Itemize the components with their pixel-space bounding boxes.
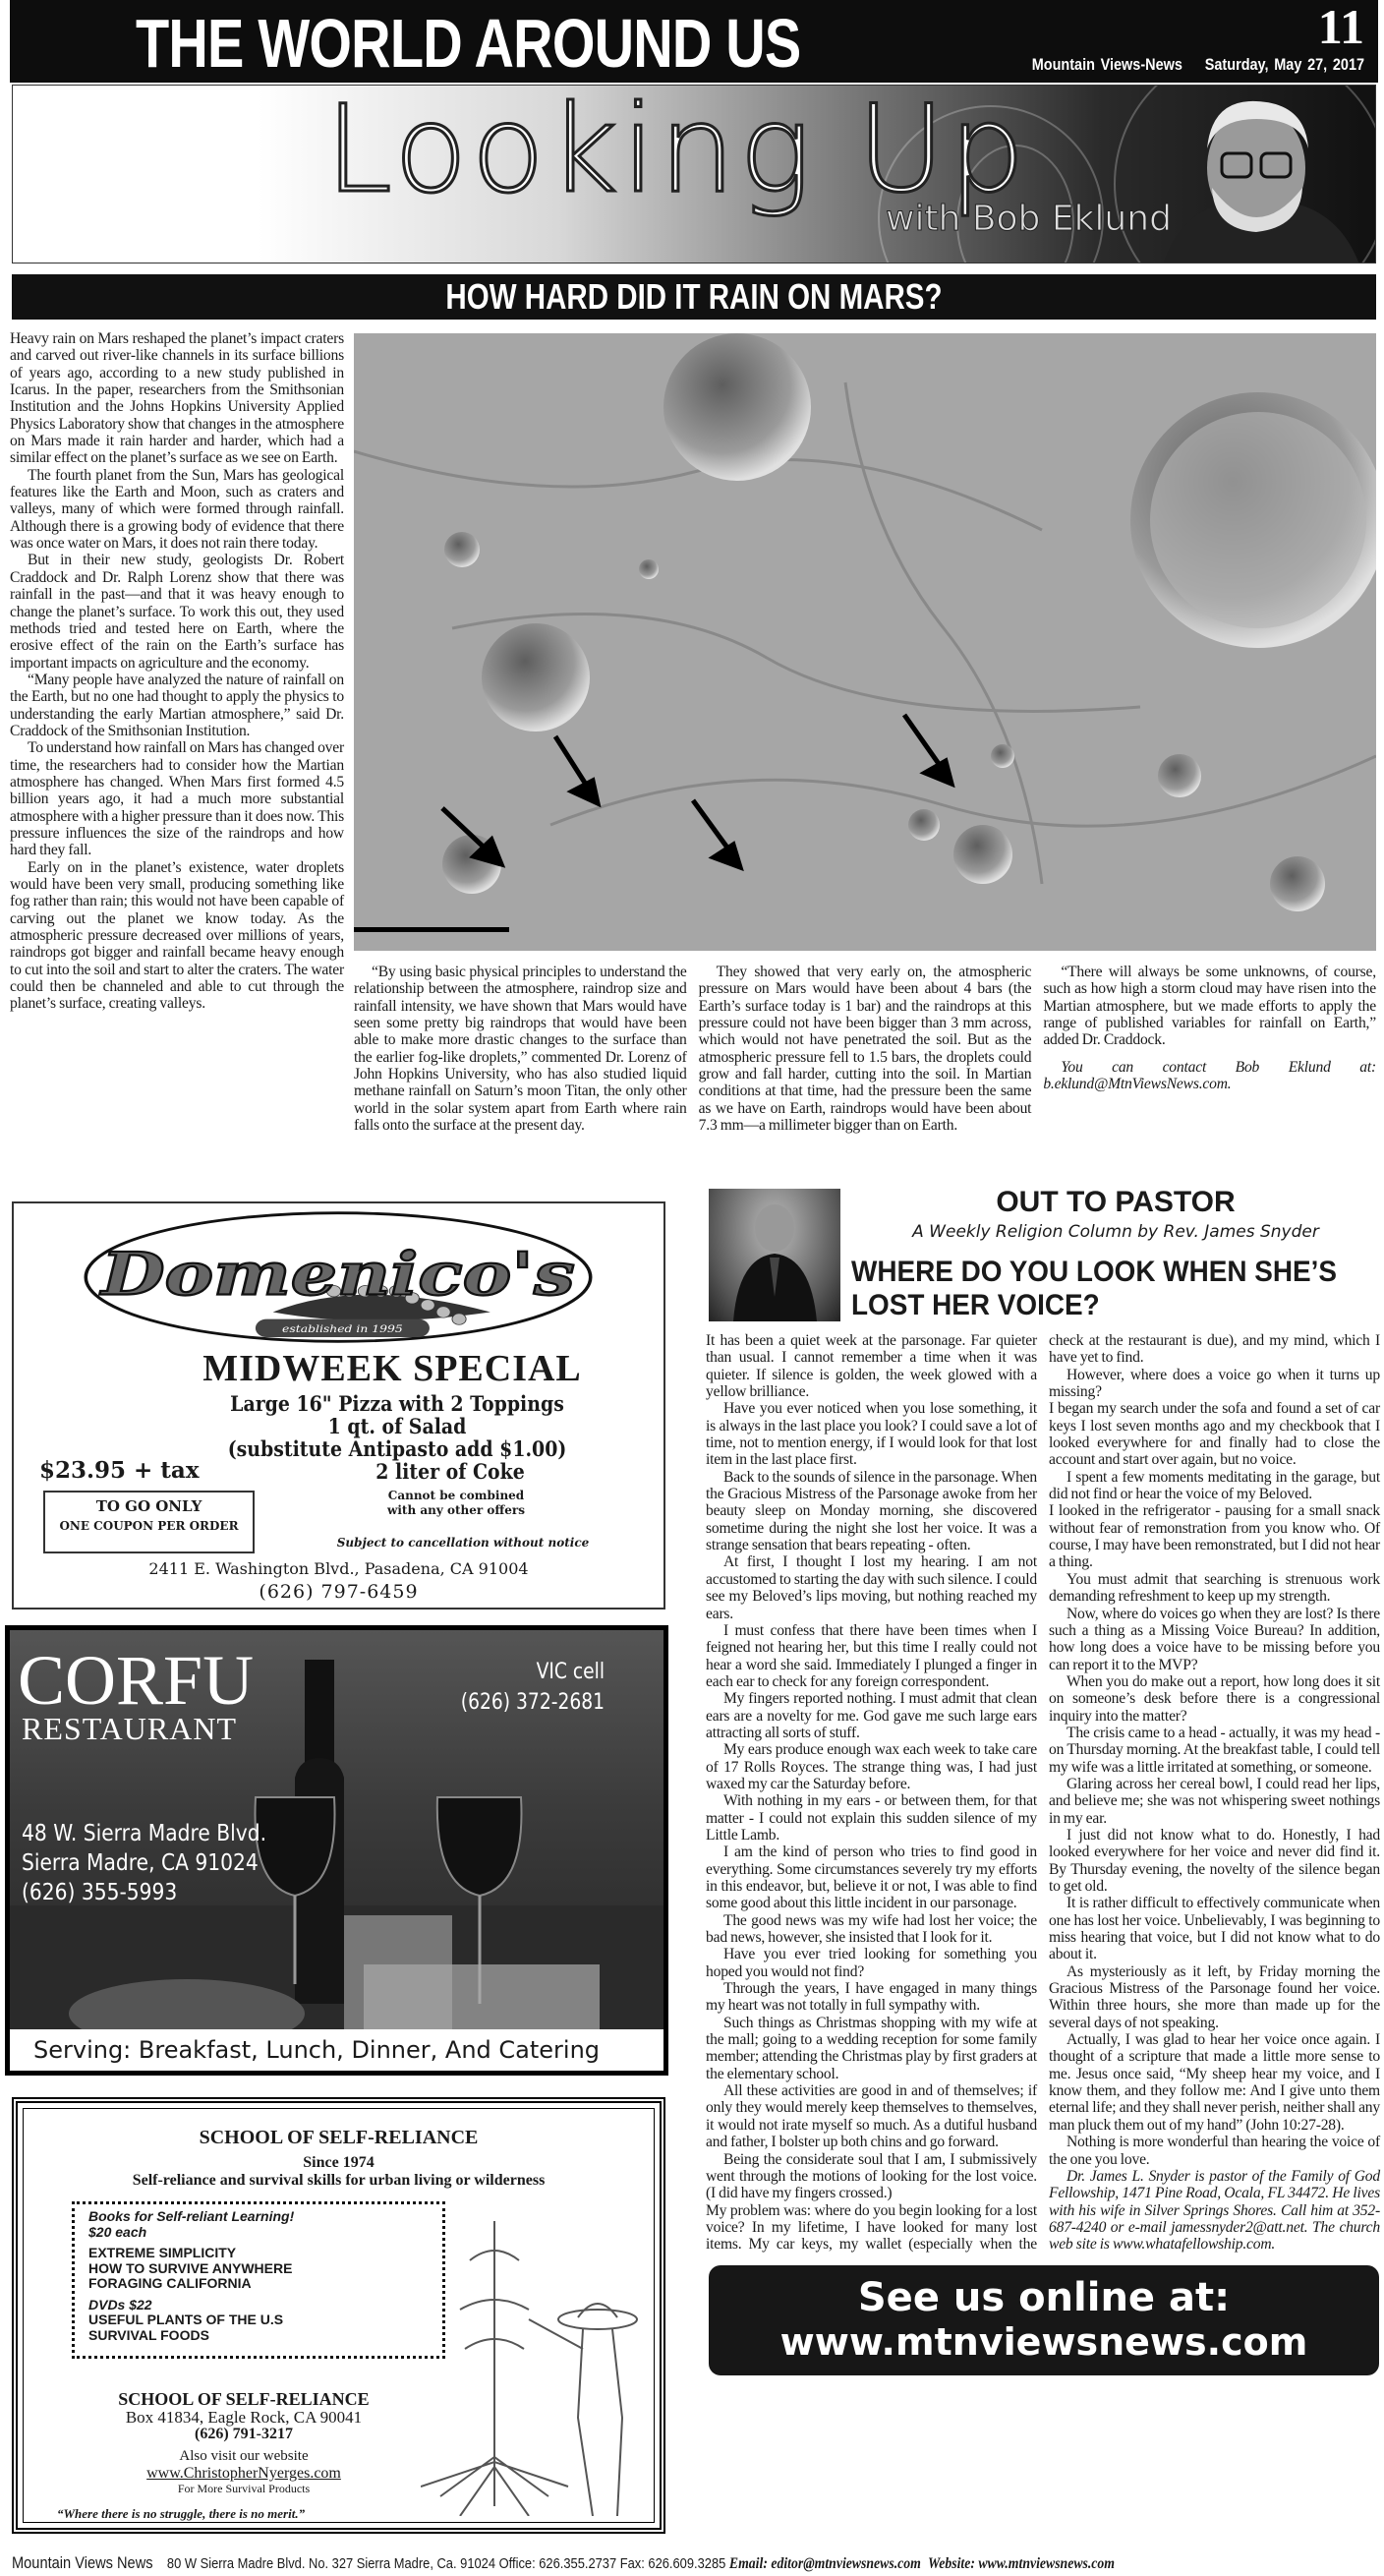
offer-line: Large 16" Pizza with 2 Toppings: [230, 1391, 564, 1416]
column-paragraph: Back to the sounds of silence in the parsonage. When the Gracious Mistress of the Parsonage awoke from her beauty sleep on Monday morning, she discovered sometime during the night she lost her voice. It was a strange sensation that bears repeating - often.: [706, 1468, 1037, 1554]
author-contact: You can contact Bob Eklund at: b.eklund@MtnViewsNews.com.: [1043, 1058, 1376, 1093]
mars-article-bottom-columns: [354, 964, 1376, 1134]
column-paragraph: I must confess that there have been times when I feigned not hearing her, but this time I really could not hear a word she said. Immediately I plunged a finger in each ear to check for any foreign correspondent.: [706, 1621, 1037, 1690]
article-paragraph: They showed that very early on, the atmospheric pressure on Mars would have been about 4 bars (the Earth’s surface today is 1 bar) and the raindrops at this pressure could not have been bigger than 3 mm across, which would not have penetrated the soil. But as the atmospheric pressure fell to 1.5 bars, the droplets could grow and fall harder, cutting into the soil. In Martian conditions at that time, had the pressure been the same as we have on Earth, raindrops would have been about 7.3 mm—a millimeter bigger than on Earth.: [698, 964, 1032, 1135]
section-title: THE WORLD AROUND US: [136, 5, 801, 82]
cell-phone: (626) 372-2681: [460, 1690, 605, 1715]
section-header: [10, 0, 1378, 83]
price: $23.95 + tax: [39, 1457, 200, 1484]
pastor-column-body: [706, 1332, 1380, 2254]
column-paragraph: Such things as Christmas shopping with my wife at the mall; going to a wedding reception for some family member; attending the Christmas play by first graders at the elementary school.: [706, 2014, 1037, 2082]
more-products: For More Survival Products: [177, 2482, 311, 2495]
column-paragraph: It has been a quiet week at the parsonage. Far quieter than usual. I cannot remember a time when it was quieter. If silence is golden, the week glowed with a yellow brilliance.: [706, 1332, 1037, 1401]
page-number: 11: [1317, 0, 1364, 54]
article-paragraph: “By using basic physical principles to understand the relationship between the atmosphere, raindrop size and rainfall intensity, we have shown that Mars would have seen some pretty big raindrops that would have been able to make more drastic changes to the surface than the earlier fog-like droplets,” commented Dr. Lorenz of John Hopkins University, who has also studied liquid methane rainfall on Saturn’s moon Titan, the only other world in the solar system apart from Earth where rain falls onto the surface at the present day.: [354, 964, 687, 1135]
column-paragraph: I am the kind of person who tries to find good in everything. Some circumstances severely try my efforts in this endeavor, but, believe it or not, I was able to find some good about this little incident in our parsonage.: [706, 1844, 1037, 1912]
column-banner: [12, 85, 1376, 263]
online-heading: See us online at:: [857, 2274, 1231, 2320]
restaurant-subtitle: RESTAURANT: [22, 1711, 237, 1746]
column-paragraph: As mysteriously as it left, by Friday morning the Gracious Mistress of the Parsonage found her voice. Within three hours, she more than made up for the several days of not speaking.: [1049, 1962, 1380, 2031]
address: 2411 E. Washington Blvd., Pasadena, CA 91004: [148, 1559, 529, 1578]
column-paragraph: Nothing is more wonderful than hearing the voice of the one you love.: [1049, 2134, 1380, 2168]
restaurant-name: CORFU: [18, 1641, 255, 1720]
offer-restriction: Cannot be combined with any other offers: [387, 1489, 525, 1517]
mars-article-column-1: [10, 330, 344, 1013]
dvds-heading: DVDs $22: [88, 2296, 152, 2313]
to-go-box: [43, 1491, 255, 1553]
online-url[interactable]: www.mtnviewsnews.com: [779, 2319, 1308, 2364]
products-box: [72, 2201, 445, 2359]
column-paragraph: It is rather difficult to effectively communicate when one has lost her voice. Unbelievably, I was beginning to miss hearing that voice, but I did not know what to do about it.: [1049, 1895, 1380, 1963]
school-name: SCHOOL OF SELF-RELIANCE: [118, 2389, 370, 2409]
columnist-portrait: [1143, 89, 1369, 263]
school-tagline: Self-reliance and survival skills for urban living or wilderness: [132, 2172, 546, 2189]
author-bio: Dr. James L. Snyder is pastor of the Family of God Fellowship, 1471 Pine Road, Ocala, FL 34472. He lives with his wife in Silver Springs Shores. Call him at 352-687-4240 or e-mail jamessnyder2@att.net. The church web site is www.whatafellowship.com.: [1049, 2167, 1380, 2254]
column-paragraph: My problem was: where do you begin looking for a lost voice? In my lifetime, I have looked for many lost items. My car keys, my wallet (especially when the check at the restaurant is due), and my mind, which I have yet to find.: [706, 1332, 1380, 2254]
dvd-title: USEFUL PLANTS OF THE U.S: [88, 2312, 284, 2327]
domenicos-logo: [73, 1207, 604, 1347]
school-title: SCHOOL OF SELF-RELIANCE: [199, 2127, 479, 2148]
column-paragraph: I spent a few moments meditating in the garage, but did not find or hear the voice of my Beloved.: [1049, 1468, 1380, 1503]
domenicos-logo-text: Domenico's: [101, 1240, 575, 1309]
column-paragraph: However, where does a voice go when it turns up missing?: [1049, 1366, 1380, 1401]
column-paragraph: My ears produce enough wax each week to take care of 17 Rolls Royces. The strange thing was, I had just waxed my car the Saturday before.: [706, 1741, 1037, 1792]
column-paragraph: Being the considerate soul that I am, I submissively went through the motions of looking for the lost voice. (I did have my fingers crossed.): [706, 2150, 1037, 2202]
article-paragraph: But in their new study, geologists Dr. Robert Craddock and Dr. Ralph Lorenz show that there was rainfall in the past—and that it was heavy enough to change the planet’s surface. To work this out, they used methods tried and tested here on Earth, where the erosive effect of the rain on the Earth’s surface has important impacts on agriculture and the economy.: [10, 552, 344, 672]
footer-paper-name: Mountain Views News: [12, 2553, 153, 2572]
column-paragraph: Through the years, I have engaged in many things my heart was not totally in full sympathy with.: [706, 1980, 1037, 2015]
address-line: 48 W. Sierra Madre Blvd.: [22, 1821, 267, 1846]
column-paragraph: I just did not know what to do. Honestly, I had looked everywhere for her voice and never did find it. By Thursday evening, the novelty of the silence began to get old.: [1049, 1826, 1380, 1895]
article-headline-bar: [12, 274, 1376, 320]
corfu-ad: [5, 1625, 668, 2076]
school-address: Box 41834, Eagle Rock, CA 90041: [125, 2408, 363, 2427]
pastor-photo: [709, 1189, 840, 1321]
footer-email[interactable]: Email: editor@mtnviewsnews.com: [728, 2555, 921, 2572]
books-heading: Books for Self-reliant Learning!: [88, 2208, 295, 2224]
masthead-meta: [1032, 55, 1364, 75]
column-paragraph: I began my search under the sofa and found a set of car keys I lost seven months ago and my checkbook that I looked everywhere for and finally had to close the account and start over again, but no voice.: [1049, 1400, 1380, 1469]
foraging-illustration: [421, 2201, 666, 2516]
banner-byline: with Bob Eklund: [886, 199, 1172, 239]
offer-line: 2 liter of Coke: [375, 1459, 525, 1484]
coupon-limit: ONE COUPON PER ORDER: [59, 1519, 239, 1533]
column-paragraph: The good news was my wife had lost her voice; the bad news, however, she insisted that I look for it.: [706, 1911, 1037, 1947]
phone: (626) 797-6459: [259, 1581, 419, 1603]
article-paragraph: To understand how rainfall on Mars has changed over time, the researchers had to consider how the Martian atmosphere has changed. When Mars first formed 4.5 billion years ago, it had a much more substantial atmosphere with a higher pressure than it does now. This pressure influences the size of the raindrops and how hard they fall.: [10, 739, 344, 859]
book-title: HOW TO SURVIVE ANYWHERE: [88, 2259, 293, 2276]
banner-logo-title: Looking Up: [325, 85, 1029, 219]
column-paragraph: I looked in the refrigerator - pausing for a small snack without fear of remonstration from you know who. Of course, I may have been remonstrated, but I did not hear a thing.: [1049, 1502, 1380, 1571]
article-paragraph: Early on in the planet’s existence, water droplets would have been very small, producing something like fog rather than rain; this would not have been capable of carving out the planet we know today. As the atmospheric pressure decreased over millions of years, raindrops got bigger and rainfall became heavy enough to cut into the soil and start to alter the craters. The water could then be channeled and able to cut through the planet’s surface, creating valleys.: [10, 858, 344, 1013]
school-quote: “Where there is no struggle, there is no merit.”: [57, 2506, 306, 2521]
restaurant-phone: (626) 355-5993: [22, 1880, 178, 1905]
paper-name: Mountain Views-News: [1031, 55, 1182, 74]
article-paragraph: Heavy rain on Mars reshaped the planet’s impact craters and carved out river-like channels in its surface billions of years ago, according to a new study published in Icarus. In the paper, researchers from the Smithsonian Institution and the Johns Hopkins University Applied Physics Laboratory show that changes in the atmosphere on Mars made it rain harder and harder, which had a similar effect on the planet’s surface as we see on Earth.: [10, 330, 344, 467]
column-paragraph: My fingers reported nothing. I must admit that clean ears are a novelty for me. God gave me such large ears attracting all sorts of stuff.: [706, 1690, 1037, 1741]
school-website-link[interactable]: www.ChristopherNyerges.com: [146, 2465, 341, 2482]
column-subtitle: A Weekly Religion Column by Rev. James Snyder: [912, 1222, 1319, 1242]
offer-line: (substitute Antipasto add $1.00): [227, 1436, 567, 1461]
disclaimer: Subject to cancellation without notice: [336, 1536, 590, 1550]
column-paragraph: Have you ever noticed when you lose something, it is always in the last place you look? I could save a lot of time, not to mention energy, if I would look for that lost item in the last place first.: [706, 1400, 1037, 1469]
column-paragraph: When you do make out a report, how long does it sit on someone’s desk before there is a congressional inquiry into the matter?: [1049, 1672, 1380, 1725]
to-go-label: TO GO ONLY: [95, 1497, 202, 1515]
offer-line: 1 qt. of Salad: [327, 1414, 467, 1438]
school-phone: (626) 791-3217: [195, 2426, 293, 2442]
column-paragraph: With nothing in my ears - or between them, for that matter - I could not explain this sudden silence of my Little Lamb.: [706, 1792, 1037, 1844]
column-paragraph: All these activities are good in and of themselves; if only they would merely keep themselves to themselves, it would not irate myself so much. As a dutiful husband and father, I bolster up both chins and go forward.: [706, 2082, 1037, 2151]
article-headline: HOW HARD DID IT RAIN ON MARS?: [445, 276, 943, 317]
visit-text: Also visit our website: [179, 2448, 309, 2464]
book-title: FORAGING CALIFORNIA: [88, 2275, 252, 2291]
column-headline: WHERE DO YOU LOOK WHEN SHE’S LOST HER VOICE?: [851, 1256, 1337, 1321]
page-footer: [12, 2553, 1188, 2573]
ad-headline: MIDWEEK SPECIAL: [202, 1348, 582, 1389]
column-kicker: OUT TO PASTOR: [996, 1186, 1236, 1218]
mars-surface-photo: [354, 333, 1376, 951]
column-paragraph: Actually, I was glad to hear her voice once again. I thought of a scripture that made a little more sense to me. Jesus once said, “My sheep hear my voice, and I know them, and they follow me: And I give unto them eternal life; and they shall never perish, neither shall any man pluck them out of my hand” (John 10:27-28).: [1049, 2031, 1380, 2134]
address-line: Sierra Madre, CA 91024: [22, 1850, 259, 1876]
cell-label: VIC cell: [536, 1660, 605, 1684]
article-paragraph: The fourth planet from the Sun, Mars has geological features like the Earth and Moon, such as craters and valleys, many of which were formed through rainfall. Although there is a growing body of evidence that there was once water on Mars, it does not rain there today.: [10, 466, 344, 553]
see-us-online-box[interactable]: [709, 2265, 1379, 2375]
issue-date: Saturday, May 27, 2017: [1204, 55, 1364, 74]
column-paragraph: Now, where do voices go when they are lost? Is there such a thing as a Missing Voice Bureau? In addition, how long does a voice have to be missing before you can report it to the MVP?: [1049, 1605, 1380, 1673]
serving-strip: Serving: Breakfast, Lunch, Dinner, And Catering: [10, 2029, 663, 2071]
books-price: $20 each: [88, 2223, 147, 2240]
dvd-title: SURVIVAL FOODS: [88, 2326, 209, 2343]
school-of-self-reliance-ad: [12, 2097, 665, 2534]
column-paragraph: The crisis came to a head - actually, it was my head - on Thursday morning. At the breakfast table, I could tell my wife was a little irritated at something, or someone.: [1049, 1724, 1380, 1776]
book-title: EXTREME SIMPLICITY: [88, 2245, 237, 2260]
column-paragraph: You must admit that searching is strenuous work demanding refreshment to keep up my strength.: [1049, 1570, 1380, 1606]
column-paragraph: Glaring across her cereal bowl, I could read her lips, and believe me; she was not whispering sweet nothings in my ear.: [1049, 1775, 1380, 1827]
column-paragraph: Have you ever tried looking for something you hoped you would not find?: [706, 1946, 1037, 1980]
article-paragraph: “Many people have analyzed the nature of rainfall on the Earth, but no one had thought to apply the physics to understanding the early Martian atmosphere,” said Dr. Craddock of the Smithsonian Institution.: [10, 671, 344, 739]
footer-website[interactable]: Website: www.mtnviewsnews.com: [928, 2555, 1115, 2572]
footer-address: 80 W Sierra Madre Blvd. No. 327 Sierra Madre, Ca. 91024 Office: 626.355.2737 Fax: 626.609.3285: [166, 2555, 726, 2572]
column-paragraph: At first, I thought I lost my hearing. I am not accustomed to starting the day with such silence. I could see my Beloved’s lips moving, but nothing reached my ears.: [706, 1553, 1037, 1622]
established-text: established in 1995: [282, 1323, 403, 1335]
pastor-column-wrapper: [706, 1332, 1380, 2375]
scale-bar: [354, 927, 509, 932]
since-year: Since 1974: [303, 2154, 375, 2171]
domenicos-ad: [12, 1201, 665, 1610]
article-paragraph: “There will always be some unknowns, of course, such as how high a storm cloud may have risen into the Martian atmosphere, but we made efforts to apply the range of published variables for rainfall on Earth,” added Dr. Craddock.: [1043, 964, 1376, 1049]
